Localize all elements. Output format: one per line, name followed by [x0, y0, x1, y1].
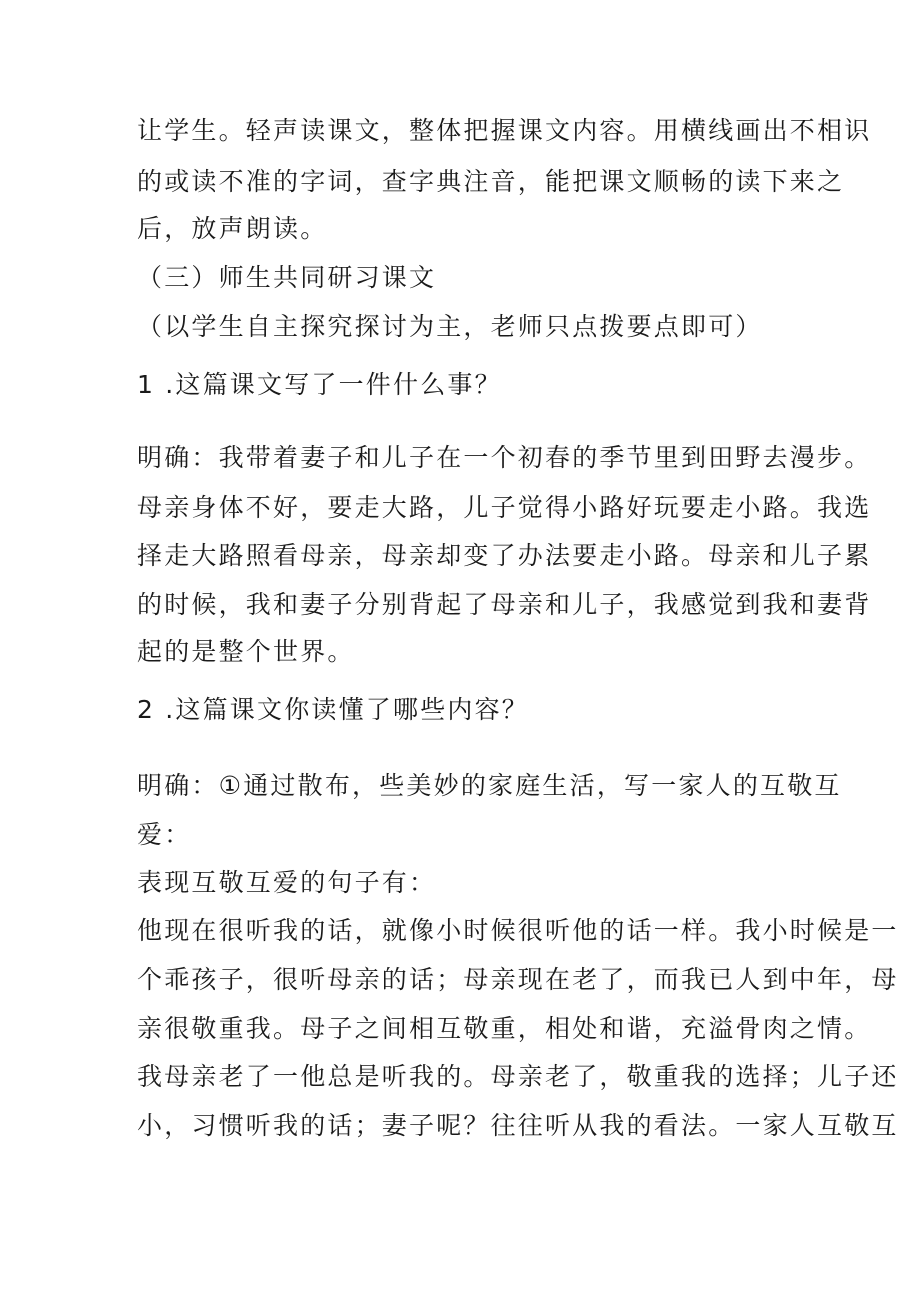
text-line: 让学生。轻声读课文，整体把握课文内容。用横线画出不相识 [137, 116, 872, 145]
text-line: 母亲身体不好，要走大路，儿子觉得小路好玩要走小路。我选 [137, 493, 872, 522]
text-line: 表现互敬互爱的句子有： [137, 868, 437, 897]
section-heading: （三）师生共同研习课文 [137, 263, 437, 292]
text-line: 起的是整个世界。 [137, 637, 355, 666]
text-line: 后，放声朗读。 [137, 214, 328, 243]
question-2: 2 .这篇课文你读懂了哪些内容？ [137, 695, 530, 724]
question-1: 1 .这篇课文写了一件什么事？ [137, 370, 502, 399]
text-line: 他现在很听我的话，就像小时候很听他的话一样。我小时候是一 [137, 916, 899, 945]
text-line: 爱： [137, 820, 192, 849]
text-line: 亲很敬重我。母子之间相互敬重，相处和谐，充溢骨肉之情。 [137, 1014, 872, 1043]
text-line: 的或读不准的字词，查字典注音，能把课文顺畅的读下来之 [137, 167, 845, 196]
text-line: 的时候，我和妻子分别背起了母亲和儿子，我感觉到我和妻背 [137, 590, 872, 619]
text-line: 择走大路照看母亲，母亲却变了办法要走小路。母亲和儿子累 [137, 541, 872, 570]
text-line: 我母亲老了一他总是听我的。母亲老了，敬重我的选择；儿子还 [137, 1062, 899, 1091]
text-line: 个乖孩子，很听母亲的话；母亲现在老了，而我已人到中年，母 [137, 965, 899, 994]
text-line: 明确：我带着妻子和儿子在一个初春的季节里到田野去漫步。 [137, 443, 872, 472]
text-line: 小，习惯听我的话；妻子呢？往往听从我的看法。一家人互敬互 [137, 1111, 899, 1140]
text-line: 明确：①通过散布，些美妙的家庭生活，写一家人的互敬互 [137, 771, 842, 800]
instruction-note: （以学生自主探究探讨为主，老师只点拨要点即可） [137, 312, 763, 341]
